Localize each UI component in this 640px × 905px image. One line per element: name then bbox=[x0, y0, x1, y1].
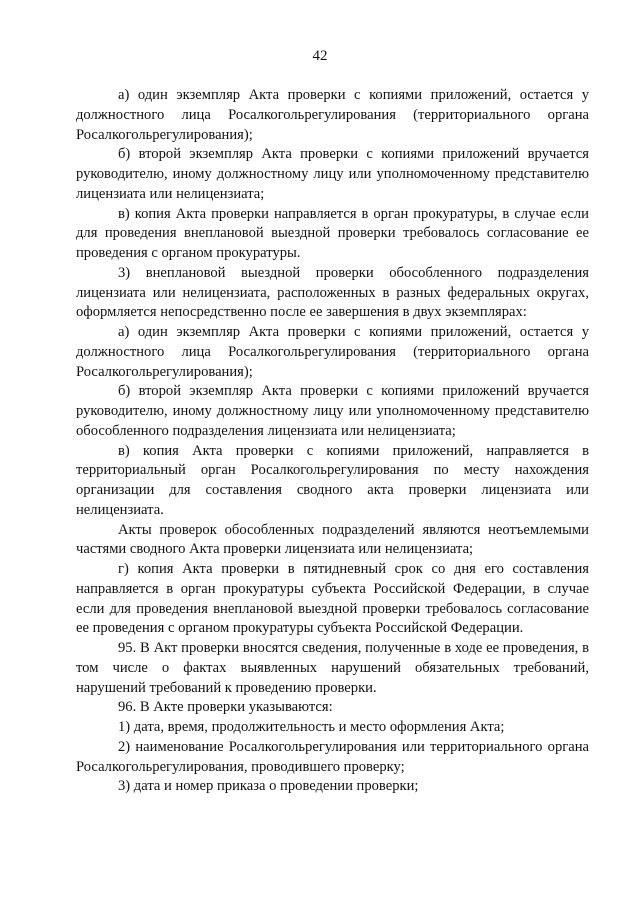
page-number: 42 bbox=[312, 48, 328, 64]
paragraph: 2) наименование Росалкогольрегулирования или территориального органа Росалкогольрегулирования, проводившего проверку; bbox=[76, 738, 589, 775]
paragraph: 3) внеплановой выездной проверки обособленного подразделения лицензиата или нелицензиата, расположенных в разных федеральных округах, оформляется непосредственно после ее завершения в двух экземплярах: bbox=[76, 264, 589, 321]
paragraph: а) один экземпляр Акта проверки с копиями приложений, остается у должностного лица Росалкогольрегулирования (территориального органа Росалкогольрегулирования); bbox=[76, 87, 589, 143]
paragraph: 1) дата, время, продолжительность и место оформления Акта; bbox=[118, 719, 505, 735]
paragraph: 95. В Акт проверки вносятся сведения, полученные в ходе ее проведения, в том числе о фактах выявленных нарушений обязательных требований, нарушений требований к проведению проверки. bbox=[76, 640, 589, 696]
paragraph: б) второй экземпляр Акта проверки с копиями приложений вручается руководителю, иному должностному лицу или уполномоченному представителю лицензиата или нелицензиата; bbox=[76, 146, 589, 202]
paragraph: г) копия Акта проверки в пятидневный срок со дня его составления направляется в орган прокуратуры субъекта Российской Федерации, в случае если для проведения внеплановой выездной проверки требовалось согласование ее проведения с органом прокуратуры субъекта Российской Федерации. bbox=[76, 561, 589, 637]
paragraph: а) один экземпляр Акта проверки с копиями приложений, остается у должностного лица Росалкогольрегулирования (территориального органа Росалкогольрегулирования); bbox=[76, 324, 589, 380]
paragraph: б) второй экземпляр Акта проверки с копиями приложений вручается руководителю, иному должностному лицу или уполномоченному представителю обособленного подразделения лицензиата или нелицензиата; bbox=[76, 383, 589, 439]
paragraph: 96. В Акте проверки указываются: bbox=[118, 699, 333, 716]
paragraph: в) копия Акта проверки направляется в орган прокуратуры, в случае если для проведения внеплановой выездной проверки требовалось согласование ее проведения с органом прокуратуры. bbox=[76, 205, 589, 261]
paragraph: Акты проверок обособленных подразделений являются неотъемлемыми частями сводного Акта проверки лицензиата или нелицензиата; bbox=[76, 521, 589, 558]
document-body bbox=[76, 86, 589, 797]
paragraph: в) копия Акта проверки с копиями приложений, направляется в территориальный орган Росалкогольрегулирования по месту нахождения организации для составления сводного акта проверки лицензиата или нелицензиата. bbox=[76, 442, 589, 518]
paragraph: 3) дата и номер приказа о проведении проверки; bbox=[118, 778, 419, 795]
